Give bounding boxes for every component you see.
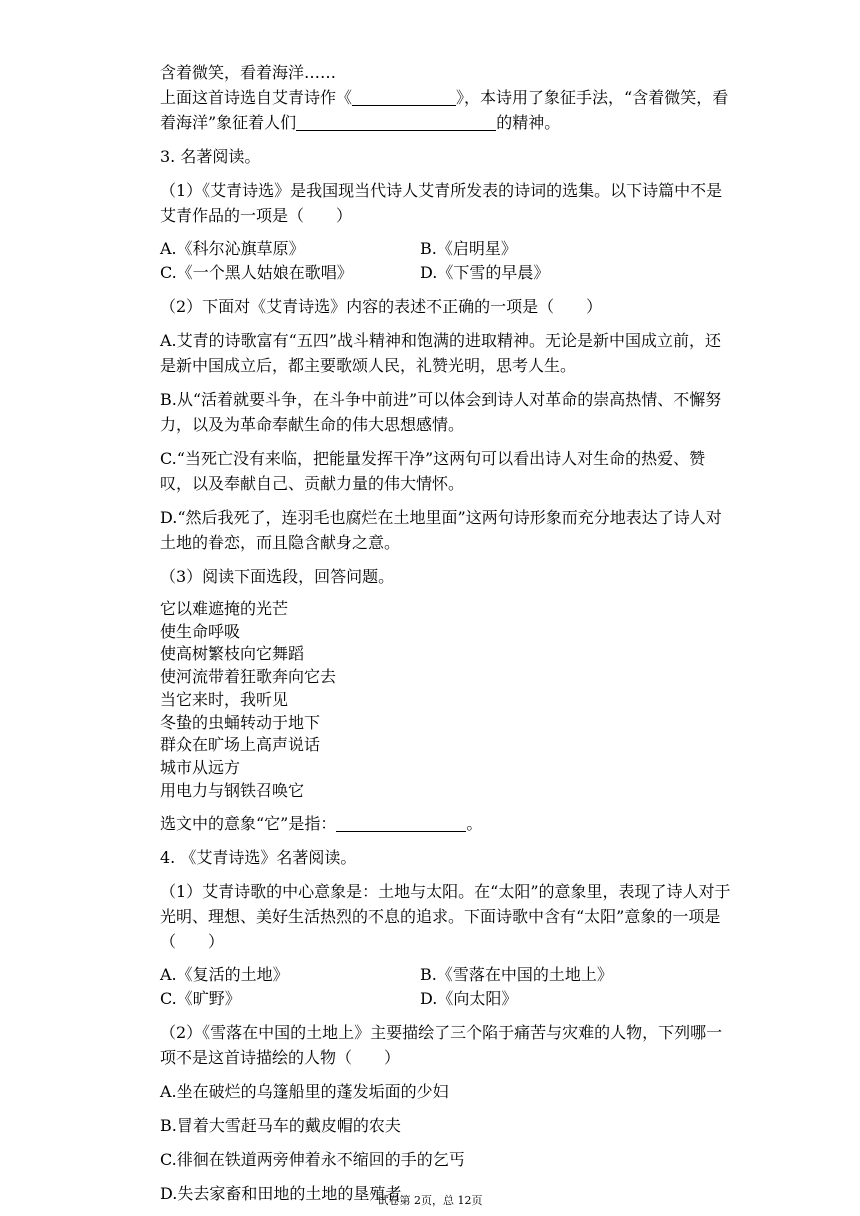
poem-closing-line: 含着微笑，看着海洋……	[160, 63, 337, 82]
option-item[interactable]: D.失去家畜和田地的土地的垦殖者	[160, 1184, 402, 1204]
option-item[interactable]: A.坐在破烂的乌篷船里的蓬发垢面的少妇	[160, 1082, 449, 1102]
option-item[interactable]: C.《旷野》	[160, 989, 241, 1009]
option-item[interactable]: C.《一个黑人姑娘在歌唱》	[160, 263, 353, 282]
question-text: （1）《艾青诗选》是我国现当代诗人艾青所发表的诗词的选集。以下诗篇中不是艾青作品的一项是（ ）	[160, 181, 723, 225]
poem-line: 使高树繁枝向它舞蹈	[160, 644, 305, 664]
option-item[interactable]: B.冒着大雪赶马车的戴皮帽的农夫	[160, 1116, 401, 1136]
options-grid	[160, 237, 735, 285]
option-item[interactable]: B.从“活着就要斗争，在斗争中前进”可以体会到诗人对革命的崇高热情、不懈努力，以及为革命奉献生命的伟大思想感情。	[160, 390, 722, 434]
fill-blank-question	[160, 85, 735, 135]
poem-line: 当它来时，我听见	[160, 689, 289, 709]
answer-blank[interactable]	[352, 88, 456, 106]
poem-line: 使河流带着狂歌奔向它去	[160, 667, 337, 687]
question-text: （2）《雪落在中国的土地上》主要描绘了三个陷于痛苦与灾难的人物，下列哪一项不是这首诗描绘的人物（ ）	[160, 1023, 723, 1068]
page-content	[160, 60, 735, 1215]
text-segment: 上面这首诗选自艾青诗作《	[160, 88, 353, 107]
question-text: （1）艾青诗歌的中心意象是：土地与太阳。在“太阳”的意象里，表现了诗人对于光明、理想、美好生活热烈的不息的追求。下面诗歌中含有“太阳”意象的一项是（ ）	[160, 882, 731, 952]
text-segment: 选文中的意象“它”是指：	[160, 814, 337, 834]
option-item[interactable]: A.《科尔沁旗草原》	[160, 239, 305, 258]
option-item[interactable]: B.《雪落在中国的土地上》	[420, 965, 613, 985]
poem-line: 城市从远方	[160, 757, 241, 777]
poem-line: 它以难遮掩的光芒	[160, 599, 289, 618]
page-footer: 试卷第 2页，总 12页	[377, 1194, 483, 1207]
option-item[interactable]: A.艾青的诗歌富有“五四”战斗精神和饱满的进取精神。无论是新中国成立前，还是新中国成立后，都主要歌颂人民，礼赞光明，思考人生。	[160, 331, 722, 375]
options-grid	[160, 963, 735, 1011]
answer-blank[interactable]	[296, 113, 496, 131]
poem-line: 使生命呼吸	[160, 621, 241, 641]
fill-blank-question	[160, 811, 735, 836]
option-item[interactable]: B.《启明星》	[420, 239, 517, 258]
poem-line: 用电力与钢铁召唤它	[160, 780, 305, 800]
text-segment: 》，本诗用了象征手法，“含着微笑，看着海洋”象征着人们	[160, 88, 729, 132]
section-heading: 4. 《艾青诗选》名著阅读。	[160, 848, 357, 868]
poem-line: 冬蛰的虫蛹转动于地下	[160, 712, 321, 732]
poem-excerpt	[160, 598, 735, 802]
text-segment: 。	[466, 814, 483, 834]
option-item[interactable]: A.《复活的土地》	[160, 965, 289, 985]
section-heading: 3. 名著阅读。	[160, 147, 261, 166]
option-item[interactable]: D.《下雪的早晨》	[420, 263, 550, 282]
option-item[interactable]: C.“当死亡没有来临，把能量发挥干净”这两句可以看出诗人对生命的热爱、赞叹，以及奉献自己、贡献力量的伟大情怀。	[160, 449, 706, 493]
option-item[interactable]: D.《向太阳》	[420, 989, 518, 1009]
poem-line: 群众在旷场上高声说话	[160, 735, 321, 755]
answer-blank[interactable]	[336, 814, 466, 832]
question-text: （2）下面对《艾青诗选》内容的表述不正确的一项是（ ）	[160, 297, 603, 316]
option-item[interactable]: D.“然后我死了，连羽毛也腐烂在土地里面”这两句诗形象而充分地表达了诗人对土地的眷恋，而且隐含献身之意。	[160, 508, 722, 552]
text-segment: 的精神。	[496, 113, 561, 132]
option-item[interactable]: C.徘徊在铁道两旁伸着永不缩回的手的乞丐	[160, 1150, 465, 1170]
question-text: （3）阅读下面选段，回答问题。	[160, 567, 395, 586]
